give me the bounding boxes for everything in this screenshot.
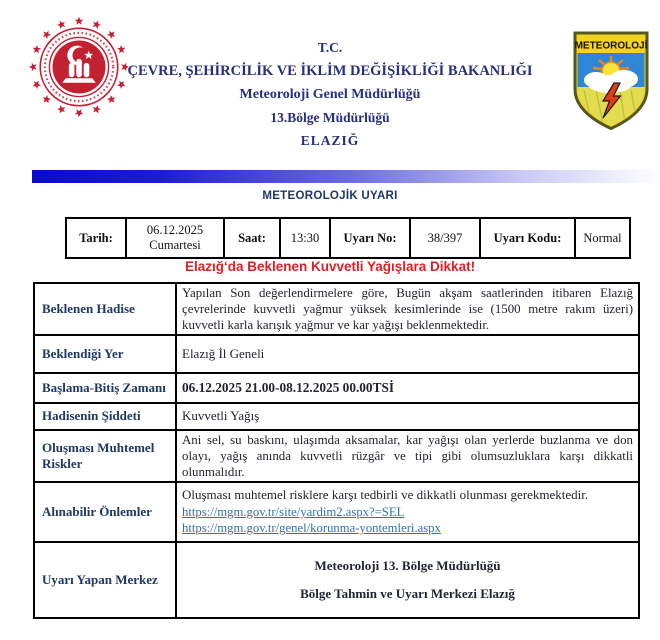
uyari-yapan-merkez-cell [176, 542, 639, 618]
meteoroloji-shield-icon [572, 30, 650, 136]
letterhead-ministry: ÇEVRE, ŞEHİRCİLİK VE İKLİM DEĞİŞİKLİĞİ BAKANLIĞI [127, 63, 533, 79]
saat-value: 13:30 [279, 219, 329, 257]
beklendigi-yer-value: Elazığ İl Geneli [176, 335, 639, 373]
warning-detail-table [33, 282, 640, 619]
letterhead-city: ELAZIĞ [300, 133, 360, 148]
table-row [34, 335, 639, 373]
letterhead-tc: T.C. [317, 40, 343, 55]
onlemler-value-cell [176, 482, 639, 542]
table-row [34, 283, 639, 335]
meteoroloji-logo-text: METEOROLOJİ [574, 40, 648, 52]
ministry-seal-icon [26, 14, 132, 125]
row-label: Beklenen Hadise [34, 283, 176, 335]
letterhead [118, 40, 542, 149]
uyari-kodu-value: Normal [574, 219, 629, 257]
row-label: Hadisenin Şiddeti [34, 403, 176, 430]
tarih-value [125, 219, 223, 257]
link-korunma-yontemleri[interactable]: https://mgm.gov.tr/genel/korunma-yontemleri.aspx [182, 521, 441, 536]
riskler-value: Ani sel, su baskını, ulaşımda aksamalar, kar yağışı olan yerlerde buzlanma ve don olayı, yağış anında kuvvetli rüzgâr ve tipi gibi olumsuzluklara karşı dikkatli olunmalıdır. [176, 430, 639, 482]
row-label: Oluşması Muhtemel Riskler [34, 430, 176, 482]
row-label: Beklendiği Yer [34, 335, 176, 373]
uyari-kodu-label: Uyarı Kodu: [479, 219, 574, 257]
row-label: Uyarı Yapan Merkez [34, 542, 176, 618]
onlemler-text: Oluşması muhtemel risklere karşı tedbirli ve dikkatli olunması gerekmektedir. [182, 487, 589, 503]
uyari-no-label: Uyarı No: [329, 219, 409, 257]
letterhead-region: 13.Bölge Müdürlüğü [270, 110, 390, 125]
table-row [34, 373, 639, 403]
baslama-bitis-value: 06.12.2025 21.00-08.12.2025 00.00TSİ [176, 373, 639, 403]
gradient-divider-bar [32, 170, 660, 183]
merkez-line2: Bölge Tahmin ve Uyarı Merkezi Elazığ [300, 586, 515, 601]
beklenen-hadise-value: Yapılan Son değerlendirmelere göre, Bugün akşam saatlerinden itibaren Elazığ çevrelerinde kuvvetli yağmur yüksek kesimlerinde ise (1500 metre rakım üzeri) kuvvetli karla karışık yağmur ve kar yağışı beklenmektedir. [176, 283, 639, 335]
tarih-label: Tarih: [79, 230, 113, 245]
warning-info-table [65, 217, 631, 259]
row-label: Başlama-Bitiş Zamanı [34, 373, 176, 403]
table-row [34, 482, 639, 542]
row-label: Alınabilir Önlemler [34, 482, 176, 542]
table-row [34, 542, 639, 618]
alert-headline: Elazığ‘da Beklenen Kuvvetli Yağışlara Dikkat! [184, 259, 476, 274]
merkez-line1: Meteoroloji 13. Bölge Müdürlüğü [314, 557, 501, 573]
table-row [34, 403, 639, 430]
tarih-day: Cumartesi [149, 238, 201, 252]
uyari-no-value: 38/397 [409, 219, 479, 257]
tarih-date: 06.12.2025 [146, 223, 204, 237]
saat-label: Saat: [223, 219, 279, 257]
section-title: METEOROLOJİK UYARI [262, 190, 398, 202]
link-sel-yardim[interactable]: https://mgm.gov.tr/site/yardim2.aspx?=SEL [182, 504, 405, 519]
letterhead-directorate: Meteoroloji Genel Müdürlüğü [239, 87, 421, 102]
table-row [34, 430, 639, 482]
hadisenin-siddeti-value: Kuvvetli Yağış [176, 403, 639, 430]
